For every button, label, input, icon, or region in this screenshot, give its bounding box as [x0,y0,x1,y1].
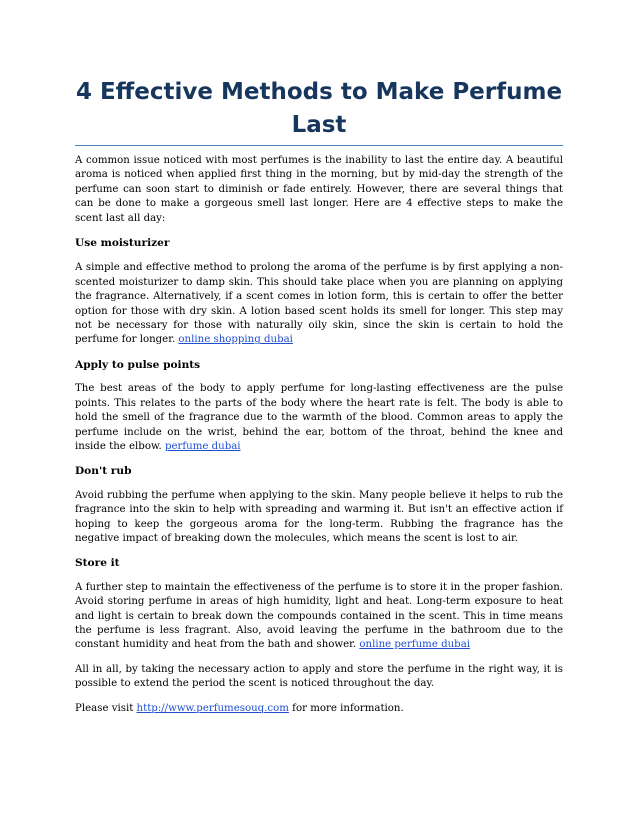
section-heading-store-it: Store it [75,557,120,570]
document-body [75,154,563,726]
conclusion-paragraph: All in all, by taking the necessary action to apply and store the perfume in the right way, it is possible to extend the period the scent is noticed throughout the day. [75,663,563,690]
visit-paragraph [75,702,563,716]
perfume-dubai-link[interactable]: perfume dubai [164,440,241,452]
section-heading-moisturizer: Use moisturizer [75,237,170,250]
section-heading-pulse-points: Apply to pulse points [75,358,201,371]
perfumesouq-link[interactable]: http://www.perfumesouq.com [136,702,289,714]
page-title: 4 Effective Methods to Make Perfume Last [75,79,563,138]
section-paragraph-moisturizer [75,261,563,347]
visit-suffix: for more information. [288,702,404,714]
section-heading-dont-rub: Don't rub [75,465,132,478]
section-paragraph-pulse-points [75,382,563,454]
online-perfume-dubai-link[interactable]: online perfume dubai [359,639,471,651]
section-text: The best areas of the body to apply perfume for long-lasting effectiveness are the pulse points. This relates to the parts of the body where the heart rate is felt. The body is able to hold the smell of the fragrance due to the warmth of the blood. Common areas to apply the perfume include on the wrist, behind the ear, bottom of the throat, behind the knee and inside the elbow. [75,383,563,452]
section-paragraph-dont-rub: Avoid rubbing the perfume when applying to the skin. Many people believe it helps to rub the fragrance into the skin to help with spreading and warming it. But isn't an effective action if hoping to keep the gorgeous aroma for the long-term. Rubbing the fragrance has the negative impact of breaking down the molecules, which means the scent is lost to air. [75,489,563,544]
section-paragraph-store-it [75,581,563,653]
intro-paragraph: A common issue noticed with most perfumes is the inability to last the entire day. A beautiful aroma is noticed when applied first thing in the morning, but by mid-day the strength of the perfume can soon start to diminish or fade entirely. However, there are several things that can be done to make a gorgeous smell last longer. Here are 4 effective steps to make the scent last all day: [75,155,563,224]
visit-prefix: Please visit [75,702,137,714]
section-text: A further step to maintain the effectiveness of the perfume is to store it in the proper fashion. Avoid storing perfume in areas of high humidity, light and heat. Long-term exposure to heat and light is certain to break down the compounds contained in the scent. This in time means the perfume is less fragrant. Also, avoid leaving the perfume in the bathroom due to the constant humidity and heat from the bath and shower. [75,581,563,651]
online-shopping-dubai-link[interactable]: online shopping dubai [178,334,293,346]
section-text: A simple and effective method to prolong the aroma of the perfume is by first applying a non-scented moisturizer to damp skin. This should take place when you are planning on applying the fragrance. Alternatively, if a scent comes in lotion form, this is certain to offer the better option for those with dry skin. A lotion based scent holds its smell for longer. This step may not be necessary for those with naturally oily skin, since the skin is certain to hold the perfume for longer. [75,262,563,346]
title-divider [75,145,563,146]
